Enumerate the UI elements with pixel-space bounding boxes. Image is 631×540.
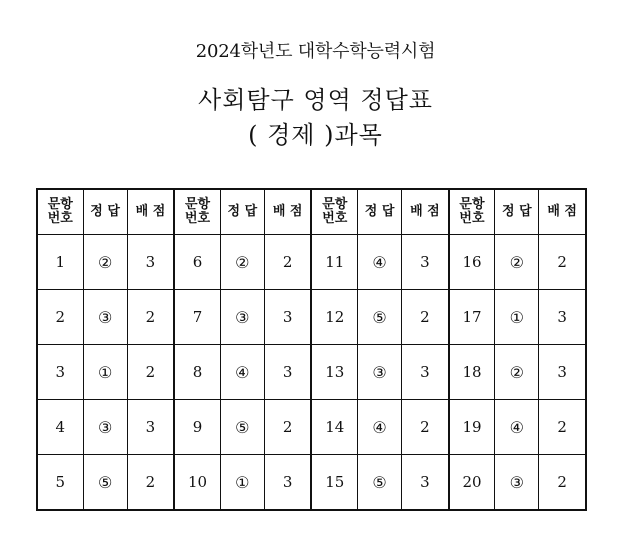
table-row: [37, 290, 586, 345]
question-number-header: 문항 번호: [37, 189, 83, 235]
score-cell: 2: [539, 400, 586, 455]
question-number: 6: [174, 235, 220, 290]
score-header: 배 점: [539, 189, 586, 235]
table-row: [37, 235, 586, 290]
question-number: 13: [311, 345, 357, 400]
question-number: 5: [37, 455, 83, 511]
score-header: 배 점: [127, 189, 174, 235]
score-cell: 3: [264, 290, 311, 345]
answer-table: [36, 188, 587, 511]
question-number: 4: [37, 400, 83, 455]
answer-cell: ①: [83, 345, 127, 400]
answer-cell: ③: [358, 345, 402, 400]
question-number: 7: [174, 290, 220, 345]
score-cell: 3: [264, 345, 311, 400]
answer-cell: ⑤: [358, 455, 402, 511]
score-cell: 3: [264, 455, 311, 511]
answer-cell: ⑤: [83, 455, 127, 511]
answer-cell: ④: [358, 400, 402, 455]
answer-key-title: 사회탐구 영역 정답표: [198, 86, 433, 114]
answer-cell: ③: [495, 455, 539, 511]
answer-header: 정 답: [83, 189, 127, 235]
answer-cell: ④: [495, 400, 539, 455]
answer-cell: ②: [220, 235, 264, 290]
question-number: 2: [37, 290, 83, 345]
score-cell: 2: [264, 400, 311, 455]
score-cell: 3: [539, 290, 586, 345]
answer-cell: ③: [83, 290, 127, 345]
question-number: 3: [37, 345, 83, 400]
score-cell: 3: [402, 235, 449, 290]
table-row: [37, 345, 586, 400]
score-cell: 2: [539, 455, 586, 511]
question-number: 10: [174, 455, 220, 511]
answer-cell: ②: [495, 345, 539, 400]
question-number-header: 문항 번호: [449, 189, 495, 235]
score-cell: 2: [127, 290, 174, 345]
question-number-header: 문항 번호: [174, 189, 220, 235]
answer-cell: ②: [83, 235, 127, 290]
question-number: 8: [174, 345, 220, 400]
answer-cell: ⑤: [358, 290, 402, 345]
answer-cell: ⑤: [220, 400, 264, 455]
score-header: 배 점: [402, 189, 449, 235]
question-number: 20: [449, 455, 495, 511]
question-number: 14: [311, 400, 357, 455]
score-cell: 2: [264, 235, 311, 290]
question-number: 17: [449, 290, 495, 345]
question-number: 16: [449, 235, 495, 290]
question-number-header: 문항 번호: [311, 189, 357, 235]
answer-cell: ④: [358, 235, 402, 290]
answer-cell: ④: [220, 345, 264, 400]
answer-cell: ①: [220, 455, 264, 511]
score-cell: 2: [539, 235, 586, 290]
score-header: 배 점: [264, 189, 311, 235]
question-number: 18: [449, 345, 495, 400]
question-number: 19: [449, 400, 495, 455]
header-row: [37, 189, 586, 235]
question-number: 9: [174, 400, 220, 455]
table-row: [37, 455, 586, 511]
score-cell: 3: [127, 400, 174, 455]
answer-header: 정 답: [495, 189, 539, 235]
question-number: 15: [311, 455, 357, 511]
score-cell: 3: [127, 235, 174, 290]
score-cell: 3: [402, 455, 449, 511]
answer-cell: ③: [83, 400, 127, 455]
question-number: 11: [311, 235, 357, 290]
table-row: [37, 400, 586, 455]
score-cell: 2: [127, 455, 174, 511]
answer-cell: ①: [495, 290, 539, 345]
score-cell: 2: [402, 400, 449, 455]
answer-cell: ③: [220, 290, 264, 345]
score-cell: 3: [402, 345, 449, 400]
score-cell: 2: [127, 345, 174, 400]
answer-cell: ②: [495, 235, 539, 290]
score-cell: 2: [402, 290, 449, 345]
question-number: 12: [311, 290, 357, 345]
question-number: 1: [37, 235, 83, 290]
answer-header: 정 답: [358, 189, 402, 235]
exam-title: 2024학년도 대학수학능력시험: [195, 41, 436, 62]
score-cell: 3: [539, 345, 586, 400]
answer-header: 정 답: [220, 189, 264, 235]
subject-title: ( 경제 )과목: [248, 121, 383, 149]
